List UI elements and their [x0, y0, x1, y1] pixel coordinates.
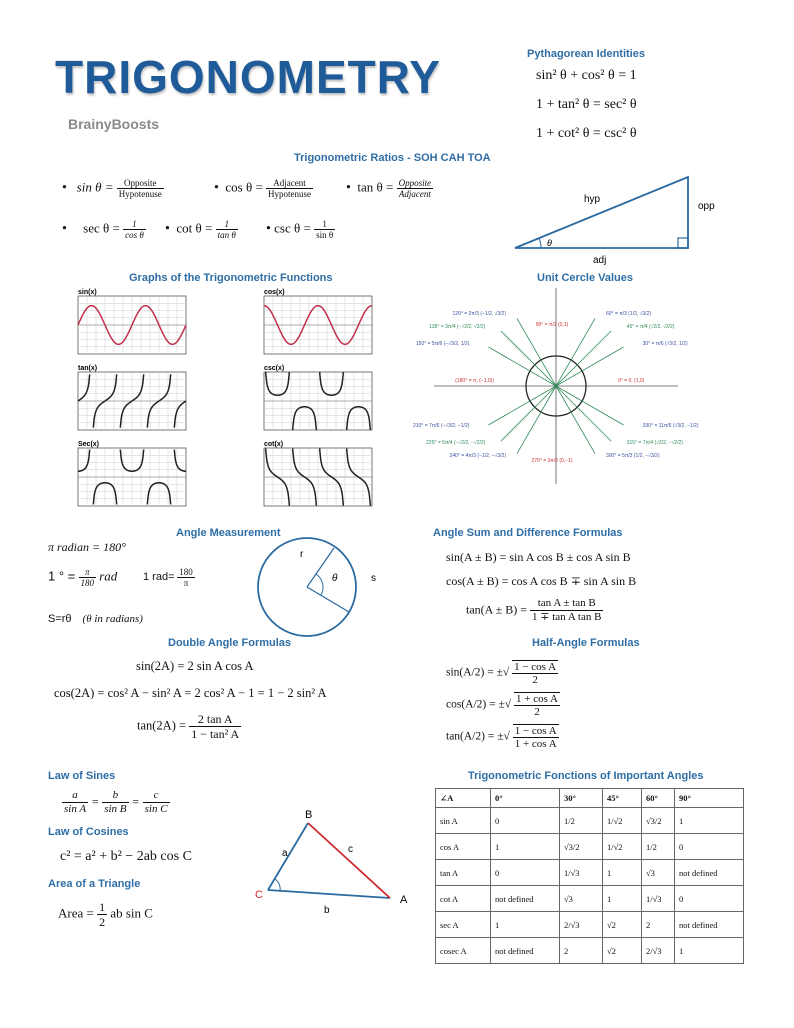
double-angle-cos: cos(2A) = cos² A − sin² A = 2 cos² A − 1 = 1 − 2 sin² A: [54, 686, 327, 700]
cell: cosec A: [436, 938, 491, 964]
sum-diff-cos: cos(A ± B) = cos A cos B ∓ sin A sin B: [446, 574, 637, 588]
angle-ray: [556, 386, 595, 454]
table-row: [436, 860, 744, 886]
table-row: [436, 938, 744, 964]
ratio-tan: • tan θ = Opposite Adjacent: [346, 178, 432, 199]
unit-circle-label: 30° = π/6 (√3/2, 1/2): [642, 341, 688, 347]
cell: √3/2: [560, 834, 603, 860]
cell: √2: [603, 912, 642, 938]
cell: not defined: [491, 886, 560, 912]
cell: 1/√3: [560, 860, 603, 886]
page-title: TRIGONOMETRY: [55, 51, 441, 103]
unit-circle-label: 45° = π/4 (√2/2, √2/2): [626, 324, 675, 330]
pi-radian-line: π radian = 180°: [48, 540, 126, 554]
table-header-row: [436, 789, 744, 808]
table-row: [436, 808, 744, 834]
col-header: 30°: [560, 789, 603, 808]
cell: 1: [491, 912, 560, 938]
angle-ray: [501, 331, 556, 386]
unit-circle-label: 120° = 2π/3 (−1/2, √3/2): [452, 311, 506, 317]
double-angle-sin: sin(2A) = 2 sin A cos A: [136, 659, 254, 673]
graph-label: Sec(x): [78, 441, 100, 448]
triangle-abc-diagram: [250, 806, 415, 916]
sum-diff-sin: sin(A ± B) = sin A cos B ± cos A sin B: [446, 550, 631, 564]
arc-length: S=rθ (θ in radians): [48, 613, 143, 625]
col-header: 0°: [491, 789, 560, 808]
side-c: c: [348, 844, 353, 855]
graph-panel: [264, 365, 372, 430]
ratio-sin: • sin θ = Opposite Hypotenuse: [62, 178, 162, 199]
ratio-cot: • cot θ = $\frac{1}{\text{tan θ}}$: [165, 219, 236, 240]
unit-circle-label: 330° = 11π/6 (√3/2, −1/2): [642, 423, 699, 429]
label-hyp: hyp: [584, 194, 601, 205]
double-angle-heading: Double Angle Formulas: [168, 637, 292, 649]
cell: 1: [675, 938, 744, 964]
graph-panel: [78, 289, 186, 354]
vertex-B: B: [305, 809, 313, 821]
cell: cot A: [436, 886, 491, 912]
law-of-sines-heading: Law of Sines: [48, 770, 116, 782]
half-angle-heading: Half-Angle Formulas: [532, 637, 640, 649]
cell: 1: [491, 834, 560, 860]
side-b: b: [324, 905, 330, 916]
unit-circle-label: (180° = π, (−1,0)): [455, 378, 494, 384]
cell: 2: [560, 938, 603, 964]
cell: 0: [675, 886, 744, 912]
unit-circle-label: 240° = 4π/3 (−1/2, −√3/2): [449, 453, 506, 459]
unit-circle-label: 270° = 3π/2 (0,−1): [531, 458, 573, 464]
unit-circle-label: 210° = 7π/6 (−√3/2, −1/2): [412, 423, 470, 429]
table-row: [436, 886, 744, 912]
half-angle-tan: tan(A/2) = ±√ $\frac{\text{1 − cos A}}{\text{1 + cos A}}$: [446, 725, 557, 750]
sum-diff-heading: Angle Sum and Difference Formulas: [433, 527, 623, 539]
cell: 1: [603, 860, 642, 886]
half-angle-sin: sin(A/2) = ±√ $\frac{\text{1 − cos A}}{2}$: [446, 661, 557, 686]
cell: √3: [560, 886, 603, 912]
double-angle-tan: tan(2A) = $\frac{\text{2 tan A}}{\text{1 − tan² A}}$: [137, 712, 240, 741]
graph-panel: [78, 441, 186, 506]
rad-to-degree: 1 rad= $\frac{180}{\pi}$: [143, 567, 193, 588]
angle-ray: [517, 386, 556, 454]
col-header: 60°: [642, 789, 675, 808]
unit-circle-diagram: [412, 286, 699, 486]
vertex-C: C: [255, 889, 263, 901]
angle-measurement-heading: Angle Measurement: [176, 527, 281, 539]
area-formula: Area = $\frac{1}{2}$ ab sin C: [58, 900, 153, 929]
angle-ray: [517, 318, 556, 386]
ratio-csc: • csc θ = $\frac{1}{\text{sin θ}}$: [266, 219, 334, 240]
cell: 1: [675, 808, 744, 834]
ratio-cos: • cos θ = Adjacent Hypotenuse: [214, 178, 312, 199]
angle-ray: [488, 347, 556, 386]
angle-circle-diagram: [250, 540, 390, 640]
unit-circle-label: 135° = 3π/4 (−√2/2, √2/2): [429, 324, 486, 330]
cell: sec A: [436, 912, 491, 938]
angle-ray: [488, 386, 556, 425]
vertex-A: A: [400, 894, 408, 906]
graph-panel: [78, 365, 186, 430]
cell: √2: [603, 938, 642, 964]
cell: 1/2: [560, 808, 603, 834]
col-header: 90°: [675, 789, 744, 808]
brand-name: BrainyBoosts: [68, 116, 160, 132]
cell: 0: [675, 834, 744, 860]
cell: √3/2: [642, 808, 675, 834]
unit-circle-label: 90° = π/2 (0,1): [535, 322, 569, 328]
sum-diff-tan: tan(A ± B) = $\frac{\text{tan A ± tan B}}{\text{1 ∓ tan A tan B}}$: [466, 597, 602, 623]
graphs-heading: Graphs of the Trigonometric Functions: [129, 272, 333, 284]
col-header: 45°: [603, 789, 642, 808]
half-angle-cos: cos(A/2) = ±√ $\frac{\text{1 + cos A}}{2}$: [446, 693, 558, 718]
unit-circle-label: 315° = 7π/4 (√2/2, −√2/2): [626, 440, 683, 446]
cell: 2/√3: [560, 912, 603, 938]
cell: 0: [491, 860, 560, 886]
angle-ray: [501, 386, 556, 441]
circle-label-r: r: [300, 549, 304, 560]
area-heading: Area of a Triangle: [48, 878, 141, 890]
cell: 1/√3: [642, 886, 675, 912]
cell: 1/2: [642, 834, 675, 860]
graph-label: cot(x): [264, 441, 284, 448]
side-a: a: [282, 848, 288, 859]
ratios-heading: Trigonometric Ratios - SOH CAH TOA: [294, 152, 491, 164]
table-heading: Trigonometric Fonctions of Important Angles: [468, 770, 704, 782]
law-of-cosines-heading: Law of Cosines: [48, 826, 129, 838]
table-row: [436, 834, 744, 860]
trig-graphs: [70, 286, 370, 516]
angle-ray: [556, 331, 611, 386]
cell: 2/√3: [642, 938, 675, 964]
cell: 1/√2: [603, 834, 642, 860]
cell: √3: [642, 860, 675, 886]
graph-panel: [264, 441, 372, 506]
table-row: [436, 912, 744, 938]
unit-circle-label: 300° = 5π/3 (1/2, −√3/2): [606, 453, 660, 459]
circle-label-theta: θ: [332, 573, 338, 584]
law-of-cosines-formula: c² = a² + b² − 2ab cos C: [60, 849, 192, 864]
angle-ray: [556, 386, 624, 425]
label-opp: opp: [698, 201, 715, 212]
graph-label: tan(x): [78, 365, 98, 372]
pythagorean-line-3: 1 + cot² θ = csc² θ: [536, 126, 637, 141]
unit-circle-label: 225° = 5π/4 (−√2/2, −√2/2): [426, 440, 486, 446]
cell: not defined: [675, 860, 744, 886]
label-adj: adj: [593, 255, 607, 266]
cell: 1/√2: [603, 808, 642, 834]
unit-circle-label: 0° = 0, (1,0): [618, 378, 645, 384]
label-theta: θ: [547, 238, 552, 248]
col-header: ∠A: [436, 789, 491, 808]
angle-ray: [556, 347, 624, 386]
cell: not defined: [675, 912, 744, 938]
angle-ray: [556, 318, 595, 386]
law-of-sines-formula: $\frac{a}{\text{sin A}}$ = $\frac{b}{\text{sin B}}$ = $\frac{c}{\text{sin C}}$: [64, 789, 168, 815]
important-angles-table: [435, 788, 744, 964]
circle-label-s: s: [371, 573, 376, 584]
cell: 1: [603, 886, 642, 912]
angle-ray: [556, 386, 611, 441]
graph-label: cos(x): [264, 289, 285, 296]
pythagorean-line-1: sin² θ + cos² θ = 1: [536, 68, 637, 83]
cell: cos A: [436, 834, 491, 860]
graph-label: csc(x): [264, 365, 285, 372]
unit-circle-heading: Unit Cercle Values: [537, 272, 633, 284]
pythagorean-line-2: 1 + tan² θ = sec² θ: [536, 97, 637, 112]
cell: 2: [642, 912, 675, 938]
graph-label: sin(x): [78, 289, 97, 296]
unit-circle-label: 60° = π/3 (1/2, √3/2): [606, 311, 652, 317]
pythagorean-heading: Pythagorean Identities: [527, 48, 645, 60]
cell: tan A: [436, 860, 491, 886]
degree-to-rad: 1 ° = $\frac{\pi}{180}$ rad: [48, 567, 118, 588]
cell: 0: [491, 808, 560, 834]
ratio-sec: • sec θ = $\frac{1}{\text{cos θ}}$: [62, 219, 144, 240]
cell: sin A: [436, 808, 491, 834]
graph-panel: [264, 289, 372, 354]
right-triangle-diagram: [505, 170, 735, 265]
cell: not defined: [491, 938, 560, 964]
unit-circle-label: 150° = 5π/6 (−√3/2, 1/2): [415, 341, 470, 347]
